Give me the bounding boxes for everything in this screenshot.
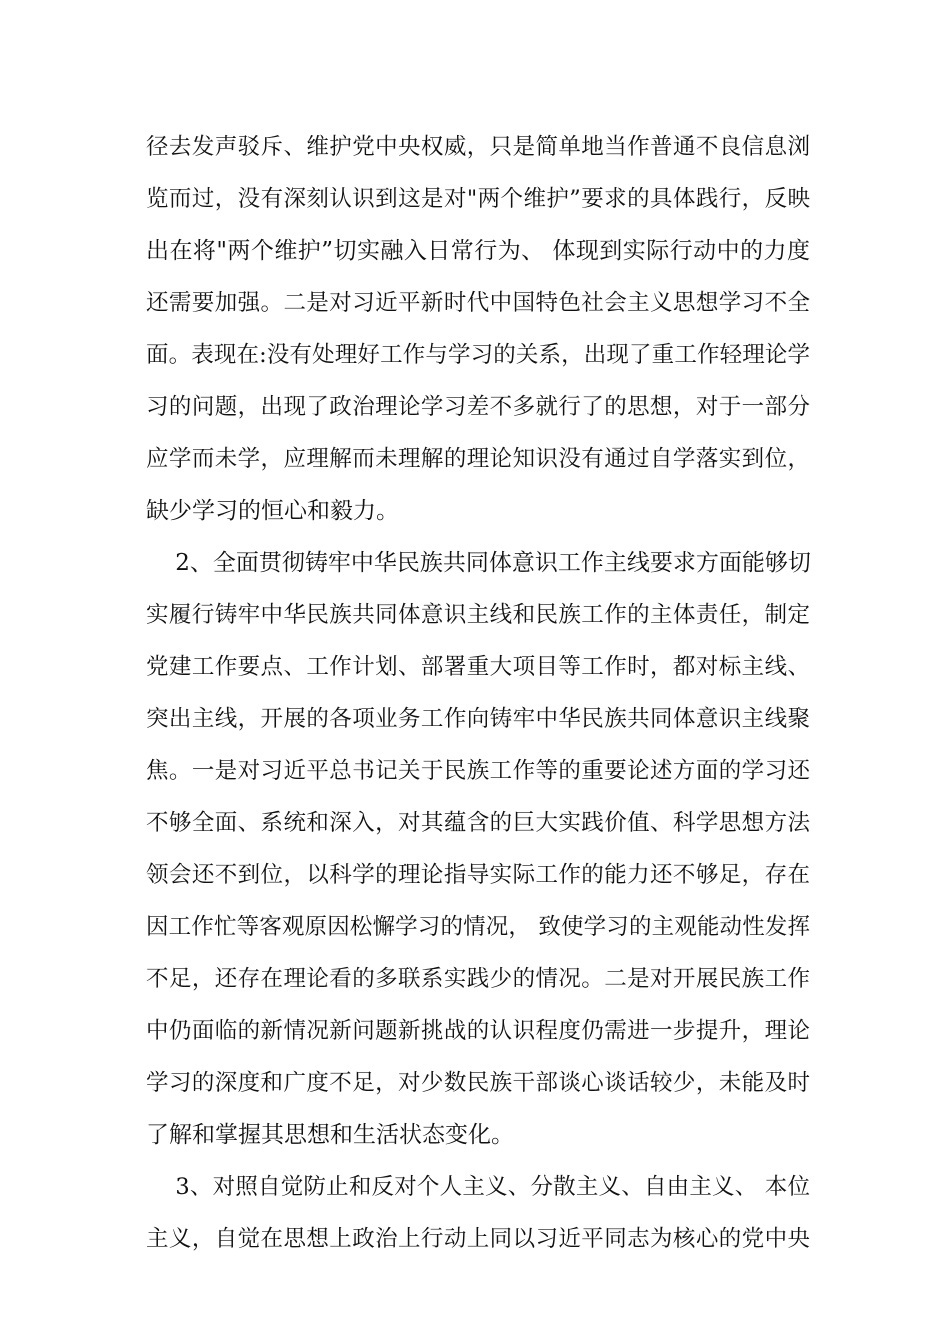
text-line: 2、全面贯彻铸牢中华民族共同体意识工作主线要求方面能够切 — [146, 550, 811, 576]
text-line: 党建工作要点、工作计划、部署重大项目等工作时，都对标主线、 — [146, 654, 810, 680]
text-line: 实履行铸牢中华民族共同体意识主线和民族工作的主体责任，制定 — [146, 602, 810, 628]
text-line: 3、对照自觉防止和反对个人主义、分散主义、自由主义、 本位 — [146, 1174, 810, 1200]
text-line: 领会还不到位，以科学的理论指导实际工作的能力还不够足，存在 — [146, 862, 810, 888]
text-line: 了解和掌握其思想和生活状态变化。 — [146, 1122, 514, 1148]
text-line: 不够全面、系统和深入，对其蕴含的巨大实践价值、科学思想方法 — [146, 810, 810, 836]
text-line: 不足，还存在理论看的多联系实践少的情况。二是对开展民族工作 — [146, 966, 810, 992]
text-line: 面。表现在:没有处理好工作与学习的关系，出现了重工作轻理论学 — [146, 342, 810, 368]
text-line: 径去发声驳斥、维护党中央权威，只是简单地当作普通不良信息浏 — [146, 134, 810, 160]
text-line: 突出主线，开展的各项业务工作向铸牢中华民族共同体意识主线聚 — [146, 706, 810, 732]
text-line: 焦。一是对习近平总书记关于民族工作等的重要论述方面的学习还 — [146, 758, 810, 784]
text-line: 主义，自觉在思想上政治上行动上同以习近平同志为核心的党中央 — [146, 1226, 810, 1252]
text-line: 应学而未学，应理解而未理解的理论知识没有通过自学落实到位， — [146, 446, 810, 472]
text-line: 中仍面临的新情况新问题新挑战的认识程度仍需进一步提升，理论 — [146, 1018, 810, 1044]
text-line: 因工作忙等客观原因松懈学习的情况， 致使学习的主观能动性发挥 — [146, 914, 810, 940]
text-line: 出在将"两个维护”切实融入日常行为、 体现到实际行动中的力度 — [146, 238, 810, 264]
text-line: 缺少学习的恒心和毅力。 — [146, 498, 399, 524]
text-line: 学习的深度和广度不足，对少数民族干部谈心谈话较少，未能及时 — [146, 1070, 810, 1096]
text-line: 还需要加强。二是对习近平新时代中国特色社会主义思想学习不全 — [146, 290, 810, 316]
text-line: 习的问题，出现了政治理论学习差不多就行了的思想，对于一部分 — [146, 394, 810, 420]
text-line: 览而过，没有深刻认识到这是对"两个维护”要求的具体践行，反映 — [146, 186, 810, 212]
